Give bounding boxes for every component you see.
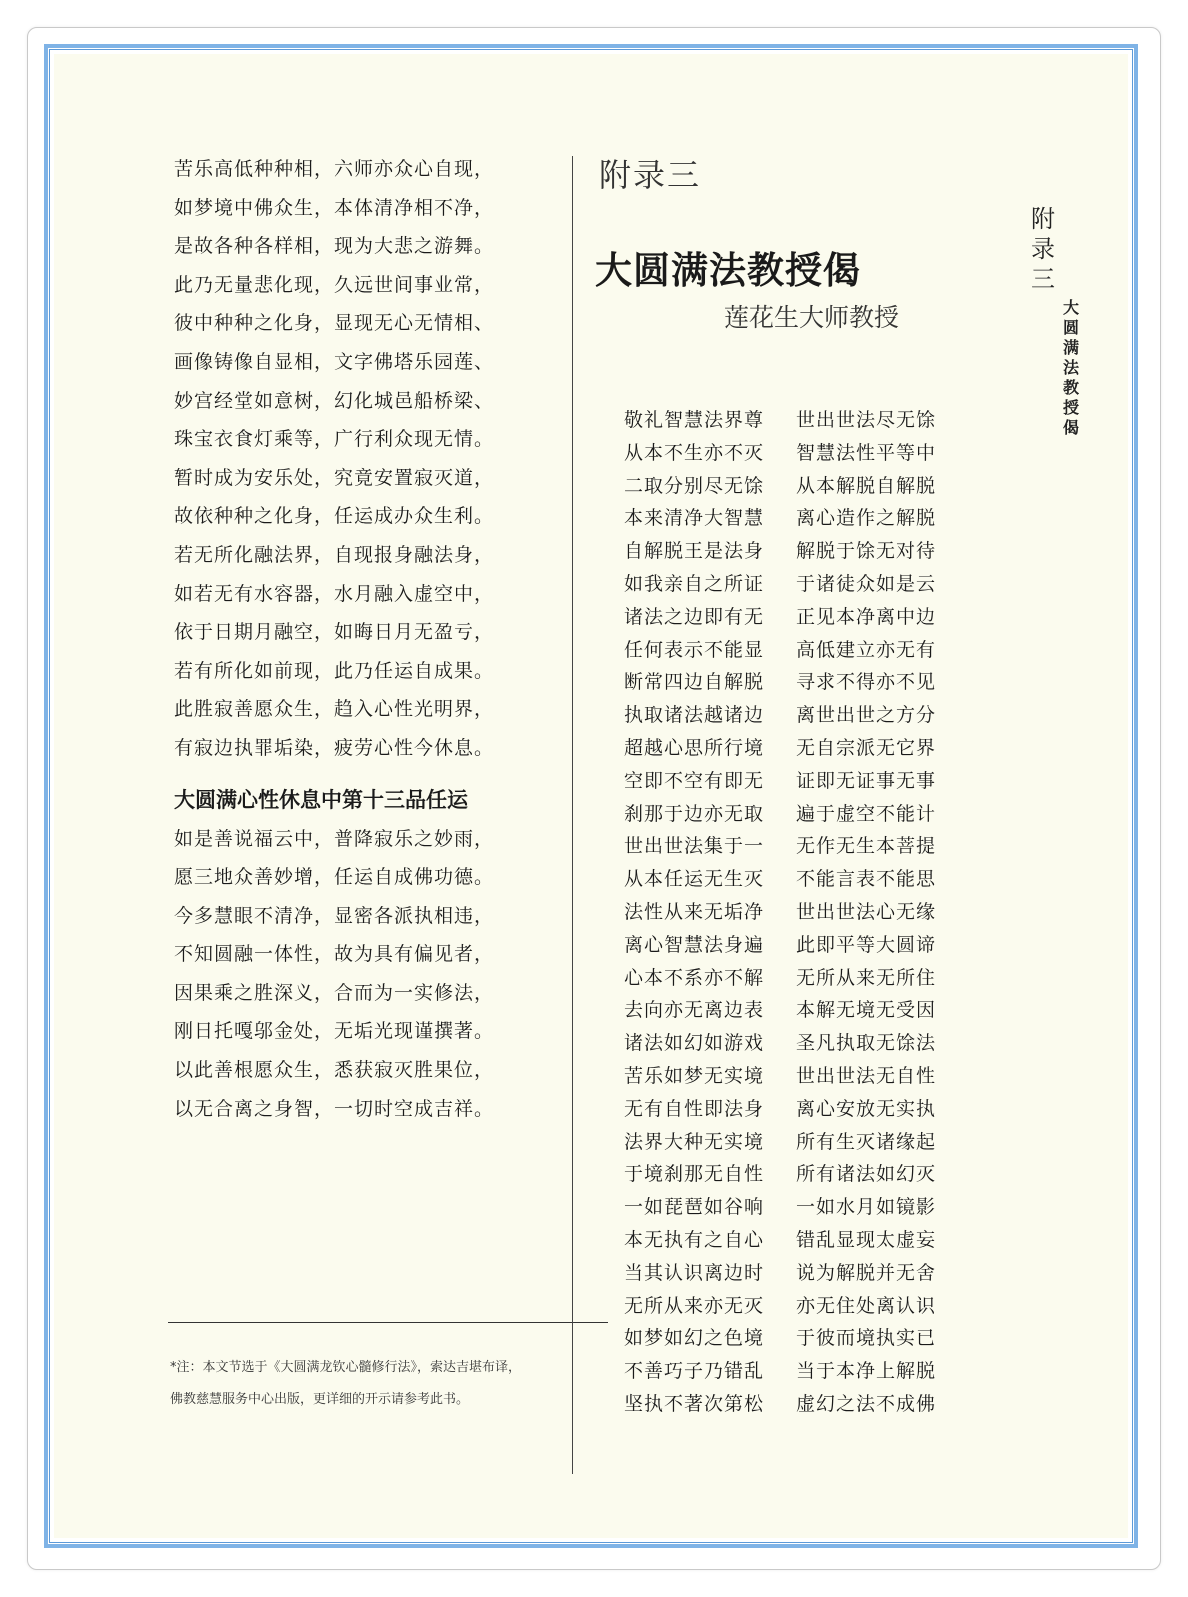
verse-line: 执取诸法越诸边 [624,704,765,727]
side-tab-subtitle [1062,298,1080,438]
verse-line: 解脱于馀无对待 [796,540,937,563]
verse-line: 以此善根愿众生，悉获寂灭胜果位， [174,1059,495,1082]
verse-line: 此胜寂善愿众生，趋入心性光明界， [174,698,495,721]
verse-line: 本无执有之自心 [624,1228,765,1251]
verse-line: 从本不生亦不灭 [624,441,765,464]
verse-line: 于境刹那无自性 [624,1163,765,1186]
verse-line: 当其认识离边时 [624,1261,765,1284]
side-tab-char: 法 [1062,358,1079,377]
verse-line: 苦乐如梦无实境 [624,1064,765,1087]
left-column [174,150,574,1128]
verse-line: 无所从来亦无灭 [624,1294,765,1317]
verse-line: 圣凡执取无馀法 [796,1032,937,1055]
footnote-rule [168,1322,608,1323]
verse-line: 如我亲自之所证 [624,572,765,595]
side-tab-char: 圆 [1062,318,1079,337]
verse-line: 离心智慧法身遍 [624,933,765,956]
verse-line: 此即平等大圆谛 [796,933,937,956]
side-tab-char: 满 [1062,338,1079,357]
verse-line: 虚幻之法不成佛 [796,1392,937,1415]
verse-line: 于诸徒众如是云 [796,572,937,595]
verse-line: 离世出世之方分 [796,704,937,727]
verse-line: 故依种种之化身，任运成办众生利。 [174,505,495,528]
side-tab-title [1030,204,1056,294]
page-subtitle: 莲花生大师教授 [724,303,900,332]
verse-line: 若无所化融法界，自现报身融法身， [174,543,495,566]
side-tab-char: 录 [1031,235,1055,263]
verse-line: 有寂边执罪垢染，疲劳心性今休息。 [174,736,495,759]
verse-line: 心本不系亦不解 [624,966,765,989]
verse-line: 无所从来无所住 [796,966,937,989]
verse-line: 此乃无量悲化现，久远世间事业常， [174,273,495,296]
verse-line: 从本解脱自解脱 [796,474,937,497]
verse-line: 世出世法尽无馀 [796,409,937,431]
page-title: 大圆满法教授偈 [595,248,861,292]
verse-line: 暂时成为安乐处，究竟安置寂灭道， [174,466,495,489]
verse-line: 说为解脱并无舍 [796,1261,937,1284]
verse-line: 不善巧子乃错乱 [624,1360,765,1383]
footnote [170,1352,610,1416]
verse-line: 如梦境中佛众生，本体清净相不净， [174,196,495,219]
verse-line: 敬礼智慧法界尊 [624,409,765,431]
verse-line: 一如水月如镜影 [796,1196,937,1219]
side-tab-char: 三 [1031,265,1055,293]
verse-line: 亦无住处离认识 [796,1294,937,1317]
section-verse-block [174,820,574,1129]
verse-line: 诸法如幻如游戏 [624,1032,765,1055]
verse-line: 从本任运无生灭 [624,868,765,891]
verse-line: 遍于虚空不能计 [796,802,937,825]
verse-line: 离心安放无实执 [796,1097,937,1120]
verse-line: 苦乐高低种种相，六师亦众心自现， [174,158,495,180]
verse-line: 无作无生本菩提 [796,835,937,858]
verse-line: 不知圆融一体性，故为具有偏见者， [174,943,495,966]
verse-line: 妙宫经堂如意树，幻化城邑船桥梁、 [174,389,495,412]
verse-line: 于彼而境执实已 [796,1327,937,1350]
verse-line: 今多慧眼不清净，显密各派执相违， [174,904,495,927]
verse-line: 愿三地众善妙增，任运自成佛功德。 [174,866,495,889]
left-verse-block [174,150,574,768]
verse-line: 诸法之边即有无 [624,605,765,628]
verse-line: 依于日期月融空，如晦日月无盈亏， [174,621,495,644]
verse-line: 所有诸法如幻灭 [796,1163,937,1186]
verse-line: 如梦如幻之色境 [624,1327,765,1350]
verse-line: 空即不空有即无 [624,769,765,792]
appendix-label: 附录三 [599,156,702,194]
verse-line: 二取分别尽无馀 [624,474,765,497]
verse-line: 刚日托嘎邬金处，无垢光现谨撰著。 [174,1020,495,1043]
side-tab-char: 教 [1062,378,1079,397]
verse-line: 寻求不得亦不见 [796,671,937,694]
verse-line: 断常四边自解脱 [624,671,765,694]
verse-line: 正见本净离中边 [796,605,937,628]
side-tab-char: 授 [1062,398,1079,417]
verse-line: 自解脱王是法身 [624,540,765,563]
verse-line: 去向亦无离边表 [624,999,765,1022]
book-page [54,54,1128,1538]
verse-line: 不能言表不能思 [796,868,937,891]
verse-line: 因果乘之胜深义，合而为一实修法， [174,981,495,1004]
verse-line: 画像铸像自显相，文字佛塔乐园莲、 [174,350,495,373]
verse-line: 无有自性即法身 [624,1097,765,1120]
verse-line: 离心造作之解脱 [796,507,937,530]
column-divider [572,156,573,1474]
verse-line: 本解无境无受因 [796,999,937,1022]
section-heading: 大圆满心性休息中第十三品任运 [174,786,468,812]
verse-line: 世出世法集于一 [624,835,765,858]
verse-line: 彼中种种之化身，显现无心无情相、 [174,312,495,335]
side-tab-char: 大 [1062,298,1079,317]
verse-line: 超越心思所行境 [624,736,765,759]
verse-line: 如若无有水容器，水月融入虚空中， [174,582,495,605]
verse-line: 刹那于边亦无取 [624,802,765,825]
verse-line: 如是善说福云中，普降寂乐之妙雨， [174,827,495,850]
verse-line: 珠宝衣食灯乘等，广行利众现无情。 [174,428,495,451]
verse-line: 所有生灭诸缘起 [796,1130,937,1153]
verse-line: 高低建立亦无有 [796,638,937,661]
verse-column-left [624,404,764,1421]
verse-line: 法界大种无实境 [624,1130,765,1153]
verse-line: 世出世法心无缘 [796,900,937,923]
verse-line: 本来清净大智慧 [624,507,765,530]
verse-line: 一如琵琶如谷响 [624,1196,765,1219]
verse-line: 错乱显现太虚妄 [796,1228,937,1251]
verse-line: 任何表示不能显 [624,638,765,661]
verse-line: 坚执不著次第松 [624,1392,765,1415]
verse-line: 是故各种各样相，现为大悲之游舞。 [174,235,495,258]
verse-line: 若有所化如前现，此乃任运自成果。 [174,659,495,682]
verse-line: 世出世法无自性 [796,1064,937,1087]
verse-column-right [796,404,936,1421]
footnote-line: *注：本文节选于《大圆满龙钦心髓修行法》，索达吉堪布译， [170,1360,522,1375]
verse-line: 证即无证事无事 [796,769,937,792]
verse-line: 当于本净上解脱 [796,1360,937,1383]
verse-line: 法性从来无垢净 [624,900,765,923]
side-tab-char: 偈 [1062,418,1079,437]
verse-line: 以无合离之身智，一切时空成吉祥。 [174,1097,495,1120]
verse-line: 无自宗派无它界 [796,736,937,759]
verse-line: 智慧法性平等中 [796,441,937,464]
side-tab-char: 附 [1031,205,1055,233]
footnote-line: 佛教慈慧服务中心出版，更详细的开示请参考此书。 [170,1392,470,1407]
